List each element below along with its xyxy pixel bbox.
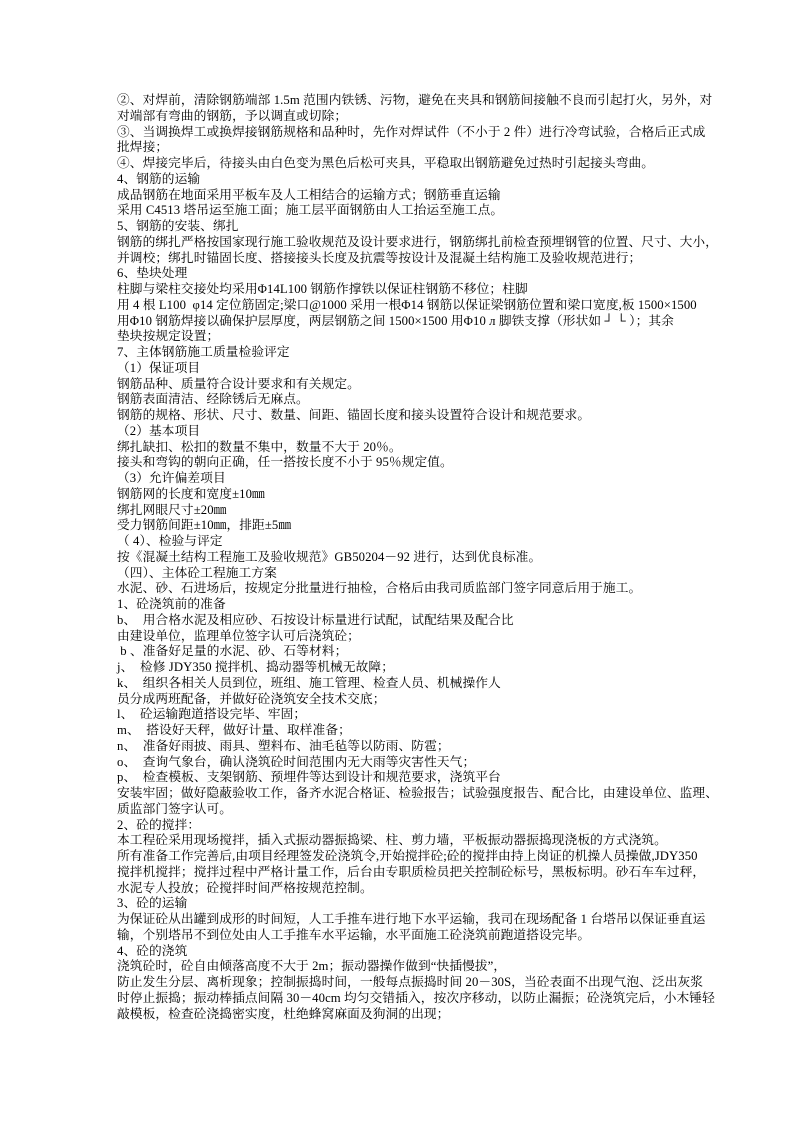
text-line: 用Φ10 钢筋焊接以确保护层厚度，两层钢筋之间 1500×1500 用Φ10 л 脚铁支撑（形状如 ┘ └ ）；其余	[117, 313, 674, 328]
text-line: 垫块按规定设置；	[117, 329, 220, 344]
text-line: ③、当调换焊工或换焊接钢筋规格和品种时，先作对焊试件（不小于 2 件）进行冷弯试验，合格后正式成	[117, 124, 706, 139]
text-line: 对端部有弯曲的钢筋，予以调直或切除；	[117, 108, 348, 123]
text-line: 输，个别塔吊不到位处由人工手推车水平运输，水平面施工砼浇筑前跑道搭设完毕。	[117, 927, 591, 942]
text-line: 搅拌机搅拌；搅拌过程中严格计量工作，后台由专职质检员把关控制砼标号，黑板标明。砂石车车过秤，	[117, 864, 706, 879]
text-line: 钢筋的规格、形状、尺寸、数量、间距、锚固长度和接头设置符合设计和规范要求。	[117, 408, 591, 422]
text-line: 水泥专人投放；砼搅拌时间严格按规范控制。	[117, 880, 373, 895]
text-line: ④、焊接完毕后，待接头由白色变为黑色后松可夹具，平稳取出钢筋避免过热时引起接头弯曲。	[117, 156, 655, 170]
text-line: 水泥、砂、石进场后，按规定分批量进行抽检，合格后由我司质监部门签字同意后用于施工。	[117, 581, 642, 596]
text-line: m、 搭设好天秤，做好计量、取样准备；	[117, 723, 351, 737]
text-line: o、 查询气象台，确认浇筑砼时间范围内无大雨等灾害性天气；	[117, 754, 476, 769]
text-line: 接头和弯钩的朝向正确，任一搭按长度不小于 95％规定值。	[117, 455, 453, 470]
text-line: 所有准备工作完善后,由项目经理签发砼浇筑令,开始搅拌砼;砼的搅拌由持上岗证的机操人员操做,JDY350	[117, 849, 698, 863]
text-line: 5、钢筋的安装、绑扎	[117, 219, 239, 233]
text-line: 绑扎缺扣、松扣的数量不集中，数量不大于 20％。	[117, 439, 402, 454]
text-line: 本工程砼采用现场搅拌，插入式振动器振捣梁、柱、剪力墙，平板振动器振捣现浇板的方式浇筑。	[117, 833, 667, 848]
text-line: 安装牢固；做好隐蔽验收工作，备齐水泥合格证、检验报告；试验强度报告、配合比，由建设单位、监理、	[117, 786, 719, 800]
text-line: 敲模板，检查砼浇捣密实度，杜绝蜂窝麻面及狗洞的出现；	[117, 1006, 450, 1021]
text-line: 员分成两班配备，并做好砼浇筑安全技术交底；	[117, 691, 386, 706]
text-line: 成品钢筋在地面采用平板车及人工相结合的运输方式；钢筋垂直运输	[117, 187, 501, 202]
text-line: （四）、主体砼工程施工方案	[117, 565, 277, 580]
text-line: 并调校；绑扎时锚固长度、搭接接头长度及抗震等按设计及混凝土结构施工及验收规范进行；	[117, 250, 642, 265]
text-line: l、 砼运输跑道搭设完毕、牢固；	[117, 707, 307, 722]
text-line: （2）基本项目	[117, 423, 201, 438]
text-line: 由建设单位，监理单位签字认可后浇筑砼；	[117, 628, 360, 643]
text-line: 7、主体钢筋施工质量检验评定	[117, 345, 290, 359]
text-line: 钢筋表面清洁、经除锈后无麻点。	[117, 392, 309, 407]
text-line: b、 用合格水泥及相应砂、石按设计标量进行试配，试配结果及配合比	[117, 612, 514, 627]
text-line: 钢筋品种、质量符合设计要求和有关规定。	[117, 376, 360, 391]
text-line: （1）保证项目	[117, 360, 201, 375]
text-line: （ 4）、检验与评定	[117, 534, 223, 548]
text-line: 防止发生分层、离析现象；控制振捣时间，一般每点振捣时间 20－30S，当砼表面不出现气泡、泛出灰浆	[117, 975, 704, 989]
text-line: j、 检修 JDY350 搅拌机、捣动器等机械无故障；	[117, 660, 394, 674]
text-line: 钢筋的绑扎严格按国家现行施工验收规范及设计要求进行，钢筋绑扎前检查预埋钢管的位置、尺寸、大小，	[117, 234, 719, 249]
text-line: 绑扎网眼尺寸±20㎜	[117, 502, 227, 517]
text-line: b 、准备好足量的水泥、砂、石等材料；	[117, 644, 348, 659]
text-line: 3、砼的运输	[117, 896, 188, 911]
text-line: 批焊接；	[117, 140, 169, 155]
text-line: （3）允许偏差项目	[117, 471, 226, 485]
document-body	[117, 93, 757, 1022]
text-line: ②、对焊前，清除钢筋端部 1.5m 范围内铁锈、污物，避免在夹具和钢筋间接触不良而引起打火，另外，对	[117, 93, 713, 107]
text-line: 时停止振捣；振动棒插点间隔 30－40cm 均匀交错插入，按次序移动，以防止漏振；砼浇筑完后，小木锤轻	[117, 990, 715, 1005]
text-line: 受力钢筋间距±10㎜，排距±5㎜	[117, 518, 292, 533]
text-line: k、 组织各相关人员到位，班组、施工管理、检查人员、机械操作人	[117, 675, 501, 690]
text-line: 钢筋网的长度和宽度±10㎜	[117, 486, 265, 501]
text-line: 质监部门签字认可。	[117, 801, 233, 816]
text-line: 为保证砼从出罐到成形的时间短，人工手推车进行地下水平运输，我司在现场配备 1 台塔吊以保证垂直运	[117, 912, 706, 926]
text-line: 采用 C4513 塔吊运至施工面；施工层平面钢筋由人工抬运至施工点。	[117, 203, 504, 218]
text-line: 用 4 根 L100 φ14 定位筋固定;梁口@1000 采用一根Φ14 钢筋以保证梁钢筋位置和梁口宽度,板 1500×1500	[117, 297, 697, 312]
text-line: 6、垫块处理	[117, 266, 188, 281]
text-line: 4、钢筋的运输	[117, 171, 201, 186]
text-line: p、 检查模板、支架钢筋、预埋件等达到设计和规范要求，浇筑平台	[117, 770, 501, 785]
text-line: n、 准备好雨披、雨具、塑料布、油毛毡等以防雨、防雹；	[117, 738, 450, 753]
text-line: 浇筑砼时，砼自由倾落高度不大于 2m；振动器操作做到“快插慢拔”，	[117, 959, 507, 974]
text-line: 2、砼的搅拌：	[117, 817, 201, 832]
text-line: 4、砼的浇筑	[117, 943, 188, 958]
text-line: 1、砼浇筑前的准备	[117, 597, 226, 611]
text-line: 柱脚与梁柱交接处均采用Φ14L100 钢筋作撑铁以保证柱钢筋不移位；柱脚	[117, 282, 528, 296]
text-line: 按《混凝土结构工程施工及验收规范》GB50204－92 进行，达到优良标准。	[117, 549, 542, 564]
